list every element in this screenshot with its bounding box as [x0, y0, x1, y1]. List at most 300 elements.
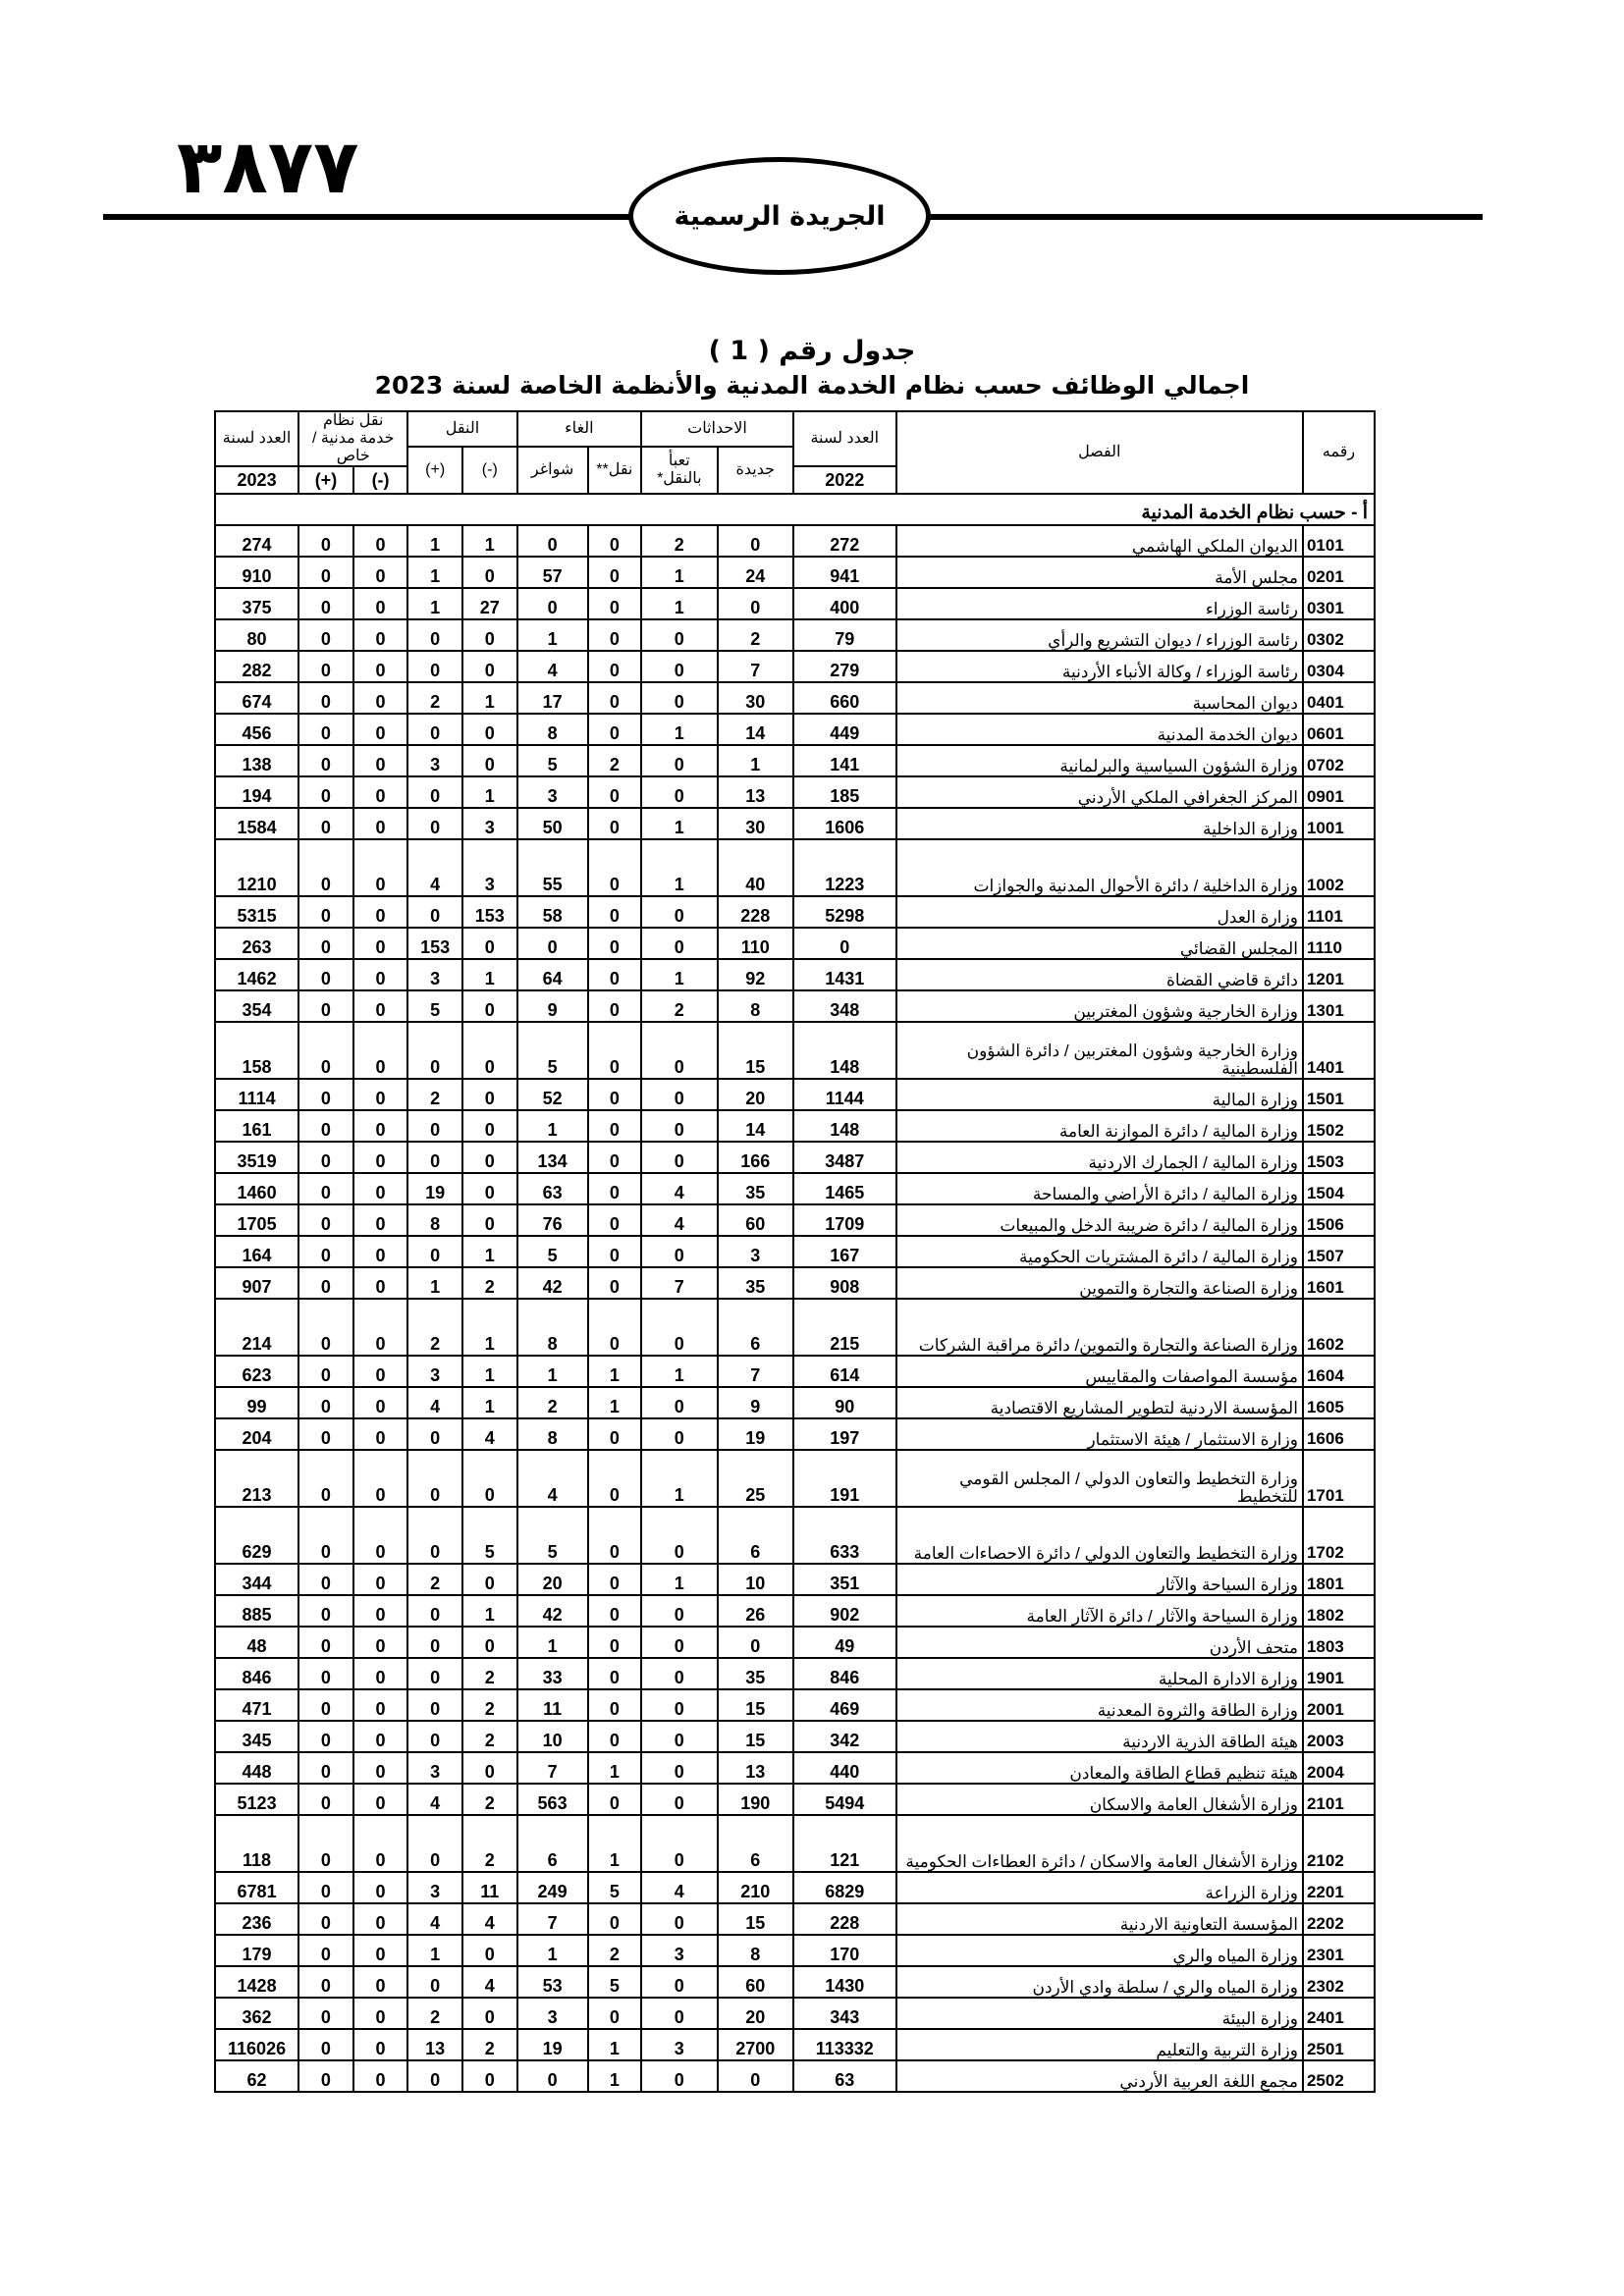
- table-row: [215, 2060, 1375, 2092]
- row-system-minus: 0: [353, 1387, 408, 1418]
- row-count-2022: 342: [793, 1721, 896, 1752]
- row-new: 9: [718, 1387, 793, 1418]
- row-new: 3: [718, 1236, 793, 1267]
- row-transfer-plus: 0: [407, 896, 462, 928]
- row-cancel-vacant: 1: [517, 1110, 588, 1142]
- row-cancel-transfer: 0: [588, 1784, 642, 1815]
- row-cancel-transfer: 5: [588, 1966, 642, 1998]
- row-system-plus: 0: [298, 1267, 353, 1299]
- row-cancel-transfer: 0: [588, 1267, 642, 1299]
- row-fill-by-transfer: 0: [641, 1752, 717, 1784]
- table-row: [215, 1142, 1375, 1173]
- row-count-2022: 400: [793, 588, 896, 619]
- row-new: 92: [718, 959, 793, 990]
- row-transfer-minus: 27: [462, 588, 517, 619]
- row-cancel-transfer: 0: [588, 990, 642, 1022]
- row-cancel-transfer: 0: [588, 1418, 642, 1450]
- row-cancel-transfer: 0: [588, 525, 642, 557]
- row-cancel-vacant: 1: [517, 1627, 588, 1658]
- row-chapter-name: وزارة الصناعة والتجارة والتموين: [896, 1267, 1303, 1299]
- row-chapter-name: وزارة الطاقة والثروة المعدنية: [896, 1689, 1303, 1721]
- row-chapter-name: رئاسة الوزراء: [896, 588, 1303, 619]
- row-system-plus: 0: [298, 1784, 353, 1815]
- row-transfer-plus: 1: [407, 1267, 462, 1299]
- header-transfer-cancel: نقل**: [588, 447, 642, 494]
- row-code: 1401: [1303, 1022, 1375, 1079]
- row-chapter-name: وزارة الأشغال العامة والاسكان: [896, 1784, 1303, 1815]
- row-cancel-vacant: 55: [517, 839, 588, 896]
- row-fill-by-transfer: 3: [641, 2029, 717, 2060]
- row-code: 1604: [1303, 1356, 1375, 1387]
- row-new: 15: [718, 1022, 793, 1079]
- row-system-plus: 0: [298, 1236, 353, 1267]
- row-count-2023: 1462: [215, 959, 298, 990]
- row-cancel-vacant: 1: [517, 1356, 588, 1387]
- row-system-plus: 0: [298, 1022, 353, 1079]
- header-system-transfer: نقل نظام خدمة مدنية / خاص: [298, 411, 407, 466]
- row-fill-by-transfer: 0: [641, 1299, 717, 1356]
- row-transfer-plus: 0: [407, 1450, 462, 1507]
- row-transfer-plus: 2: [407, 1299, 462, 1356]
- row-system-plus: 0: [298, 1966, 353, 1998]
- row-count-2022: 113332: [793, 2029, 896, 2060]
- row-system-plus: 0: [298, 1110, 353, 1142]
- row-transfer-plus: 3: [407, 1872, 462, 1903]
- row-system-minus: 0: [353, 682, 408, 714]
- row-code: 1201: [1303, 959, 1375, 990]
- row-count-2023: 1210: [215, 839, 298, 896]
- table-row: [215, 651, 1375, 682]
- row-system-plus: 0: [298, 1507, 353, 1564]
- row-cancel-transfer: 0: [588, 619, 642, 651]
- row-cancel-vacant: 1: [517, 619, 588, 651]
- row-new: 1: [718, 745, 793, 776]
- row-system-minus: 0: [353, 1450, 408, 1507]
- row-code: 2003: [1303, 1721, 1375, 1752]
- row-code: 1110: [1303, 928, 1375, 959]
- row-transfer-minus: 0: [462, 651, 517, 682]
- row-transfer-plus: 4: [407, 1903, 462, 1935]
- row-fill-by-transfer: 3: [641, 1935, 717, 1966]
- row-cancel-transfer: 0: [588, 839, 642, 896]
- row-count-2023: 204: [215, 1418, 298, 1450]
- row-cancel-transfer: 0: [588, 1903, 642, 1935]
- row-new: 6: [718, 1815, 793, 1872]
- row-transfer-minus: 0: [462, 1752, 517, 1784]
- row-system-plus: 0: [298, 896, 353, 928]
- row-fill-by-transfer: 0: [641, 1721, 717, 1752]
- row-fill-by-transfer: 0: [641, 1236, 717, 1267]
- row-new: 2700: [718, 2029, 793, 2060]
- row-transfer-plus: 0: [407, 1236, 462, 1267]
- row-new: 40: [718, 839, 793, 896]
- row-transfer-minus: 3: [462, 839, 517, 896]
- row-cancel-vacant: 134: [517, 1142, 588, 1173]
- row-system-minus: 0: [353, 588, 408, 619]
- row-chapter-name: وزارة المالية / الجمارك الاردنية: [896, 1142, 1303, 1173]
- row-new: 10: [718, 1564, 793, 1595]
- row-code: 1506: [1303, 1204, 1375, 1236]
- row-system-plus: 0: [298, 1815, 353, 1872]
- row-system-plus: 0: [298, 588, 353, 619]
- row-cancel-vacant: 0: [517, 588, 588, 619]
- row-cancel-vacant: 17: [517, 682, 588, 714]
- row-system-minus: 0: [353, 745, 408, 776]
- header-new: جديدة: [718, 447, 793, 494]
- row-count-2022: 469: [793, 1689, 896, 1721]
- row-count-2022: 660: [793, 682, 896, 714]
- row-new: 14: [718, 714, 793, 745]
- row-transfer-minus: 0: [462, 928, 517, 959]
- row-code: 1801: [1303, 1564, 1375, 1595]
- row-cancel-vacant: 4: [517, 1450, 588, 1507]
- row-code: 1803: [1303, 1627, 1375, 1658]
- row-cancel-transfer: 0: [588, 714, 642, 745]
- row-new: 190: [718, 1784, 793, 1815]
- row-transfer-minus: 11: [462, 1872, 517, 1903]
- row-count-2022: 440: [793, 1752, 896, 1784]
- row-system-plus: 0: [298, 1142, 353, 1173]
- row-system-plus: 0: [298, 1935, 353, 1966]
- table-row: [215, 1872, 1375, 1903]
- row-code: 1606: [1303, 1418, 1375, 1450]
- row-new: 210: [718, 1872, 793, 1903]
- row-system-minus: 0: [353, 1752, 408, 1784]
- table-row: [215, 525, 1375, 557]
- row-count-2022: 49: [793, 1627, 896, 1658]
- row-cancel-transfer: 0: [588, 1450, 642, 1507]
- row-code: 1504: [1303, 1173, 1375, 1204]
- row-code: 2101: [1303, 1784, 1375, 1815]
- table-row: [215, 1299, 1375, 1356]
- row-system-minus: 0: [353, 896, 408, 928]
- row-cancel-transfer: 0: [588, 1721, 642, 1752]
- row-transfer-minus: 0: [462, 557, 517, 588]
- row-transfer-plus: 153: [407, 928, 462, 959]
- row-code: 1502: [1303, 1110, 1375, 1142]
- row-fill-by-transfer: 0: [641, 1966, 717, 1998]
- header-system-plus: (+): [298, 466, 353, 494]
- row-fill-by-transfer: 0: [641, 1903, 717, 1935]
- header-transfer-minus: (-): [462, 447, 517, 494]
- row-transfer-minus: 0: [462, 1173, 517, 1204]
- row-code: 0201: [1303, 557, 1375, 588]
- header-count-next-year: 2023: [215, 466, 298, 494]
- table-row: [215, 1564, 1375, 1595]
- row-transfer-minus: 2: [462, 1689, 517, 1721]
- row-cancel-transfer: 2: [588, 1935, 642, 1966]
- row-transfer-minus: 4: [462, 1418, 517, 1450]
- row-cancel-vacant: 76: [517, 1204, 588, 1236]
- header-cancellation: الغاء: [517, 411, 641, 447]
- row-code: 1702: [1303, 1507, 1375, 1564]
- row-new: 2: [718, 619, 793, 651]
- row-new: 20: [718, 1998, 793, 2029]
- row-new: 13: [718, 776, 793, 808]
- row-fill-by-transfer: 0: [641, 1784, 717, 1815]
- row-count-2023: 116026: [215, 2029, 298, 2060]
- table-row: [215, 682, 1375, 714]
- row-system-minus: 0: [353, 1564, 408, 1595]
- table-row: [215, 1387, 1375, 1418]
- table-row: [215, 619, 1375, 651]
- row-chapter-name: وزارة الزراعة: [896, 1872, 1303, 1903]
- row-transfer-plus: 0: [407, 1022, 462, 1079]
- row-transfer-minus: 1: [462, 1595, 517, 1627]
- row-system-minus: 0: [353, 1236, 408, 1267]
- row-transfer-minus: 0: [462, 714, 517, 745]
- row-new: 25: [718, 1450, 793, 1507]
- row-count-2023: 885: [215, 1595, 298, 1627]
- row-chapter-name: وزارة الادارة المحلية: [896, 1658, 1303, 1689]
- row-chapter-name: وزارة الاستثمار / هيئة الاستثمار: [896, 1418, 1303, 1450]
- row-fill-by-transfer: 1: [641, 959, 717, 990]
- row-cancel-vacant: 8: [517, 714, 588, 745]
- row-count-2023: 1705: [215, 1204, 298, 1236]
- row-count-2022: 185: [793, 776, 896, 808]
- row-chapter-name: رئاسة الوزراء / وكالة الأنباء الأردنية: [896, 651, 1303, 682]
- row-new: 24: [718, 557, 793, 588]
- table-row: [215, 990, 1375, 1022]
- row-transfer-minus: 0: [462, 745, 517, 776]
- row-transfer-plus: 4: [407, 839, 462, 896]
- row-transfer-plus: 0: [407, 1418, 462, 1450]
- jobs-table: [214, 410, 1376, 2093]
- row-count-2023: 194: [215, 776, 298, 808]
- row-chapter-name: وزارة التخطيط والتعاون الدولي / دائرة الاحصاءات العامة: [896, 1507, 1303, 1564]
- header-system-minus: (-): [353, 466, 408, 494]
- row-transfer-minus: 2: [462, 1784, 517, 1815]
- row-count-2022: 343: [793, 1998, 896, 2029]
- row-system-minus: 0: [353, 1110, 408, 1142]
- row-transfer-minus: 1: [462, 525, 517, 557]
- gazette-title-oval: [628, 157, 931, 275]
- row-count-2023: 80: [215, 619, 298, 651]
- row-count-2022: 941: [793, 557, 896, 588]
- row-new: 6: [718, 1507, 793, 1564]
- row-cancel-transfer: 1: [588, 2029, 642, 2060]
- row-cancel-transfer: 0: [588, 928, 642, 959]
- row-code: 1701: [1303, 1450, 1375, 1507]
- row-cancel-transfer: 0: [588, 1173, 642, 1204]
- row-system-minus: 0: [353, 619, 408, 651]
- row-transfer-minus: 0: [462, 1079, 517, 1110]
- row-count-2022: 633: [793, 1507, 896, 1564]
- row-cancel-transfer: 1: [588, 1815, 642, 1872]
- row-code: 1507: [1303, 1236, 1375, 1267]
- row-count-2022: 148: [793, 1022, 896, 1079]
- row-system-minus: 0: [353, 2029, 408, 2060]
- row-count-2022: 170: [793, 1935, 896, 1966]
- row-system-minus: 0: [353, 1627, 408, 1658]
- row-count-2022: 3487: [793, 1142, 896, 1173]
- table-row: [215, 776, 1375, 808]
- row-cancel-vacant: 5: [517, 1507, 588, 1564]
- row-fill-by-transfer: 0: [641, 1142, 717, 1173]
- row-cancel-vacant: 7: [517, 1903, 588, 1935]
- row-code: 1301: [1303, 990, 1375, 1022]
- row-code: 0401: [1303, 682, 1375, 714]
- row-transfer-plus: 0: [407, 808, 462, 839]
- row-fill-by-transfer: 4: [641, 1173, 717, 1204]
- row-chapter-name: هيئة الطاقة الذرية الاردنية: [896, 1721, 1303, 1752]
- row-count-2023: 1460: [215, 1173, 298, 1204]
- table-row: [215, 2029, 1375, 2060]
- row-system-minus: 0: [353, 1721, 408, 1752]
- table-row: [215, 1721, 1375, 1752]
- row-transfer-minus: 2: [462, 1267, 517, 1299]
- row-count-2022: 121: [793, 1815, 896, 1872]
- row-count-2022: 191: [793, 1450, 896, 1507]
- row-cancel-transfer: 0: [588, 651, 642, 682]
- table-row: [215, 1815, 1375, 1872]
- row-new: 0: [718, 2060, 793, 2092]
- row-count-2023: 623: [215, 1356, 298, 1387]
- row-system-plus: 0: [298, 1450, 353, 1507]
- row-transfer-plus: 3: [407, 1752, 462, 1784]
- table-row: [215, 1079, 1375, 1110]
- row-chapter-name: المجلس القضائي: [896, 928, 1303, 959]
- row-system-minus: 0: [353, 557, 408, 588]
- row-count-2023: 344: [215, 1564, 298, 1595]
- row-system-plus: 0: [298, 990, 353, 1022]
- row-count-2022: 351: [793, 1564, 896, 1595]
- row-count-2022: 0: [793, 928, 896, 959]
- row-system-plus: 0: [298, 1903, 353, 1935]
- row-code: 1601: [1303, 1267, 1375, 1299]
- table-row: [215, 1507, 1375, 1564]
- row-cancel-transfer: 0: [588, 1204, 642, 1236]
- row-fill-by-transfer: 1: [641, 557, 717, 588]
- row-count-2023: 138: [215, 745, 298, 776]
- row-new: 15: [718, 1903, 793, 1935]
- section-label: أ - حسب نظام الخدمة المدنية: [215, 494, 1375, 525]
- row-cancel-transfer: 1: [588, 1356, 642, 1387]
- row-transfer-plus: 2: [407, 682, 462, 714]
- row-transfer-minus: 2: [462, 2029, 517, 2060]
- row-system-minus: 0: [353, 1079, 408, 1110]
- row-system-minus: 0: [353, 928, 408, 959]
- row-system-plus: 0: [298, 525, 353, 557]
- row-system-plus: 0: [298, 682, 353, 714]
- row-transfer-plus: 0: [407, 651, 462, 682]
- row-system-minus: 0: [353, 1173, 408, 1204]
- header-transfer-plus: (+): [407, 447, 462, 494]
- row-transfer-plus: 8: [407, 1204, 462, 1236]
- row-transfer-plus: 2: [407, 1079, 462, 1110]
- row-count-2023: 345: [215, 1721, 298, 1752]
- row-new: 35: [718, 1267, 793, 1299]
- row-fill-by-transfer: 0: [641, 1079, 717, 1110]
- row-system-plus: 0: [298, 745, 353, 776]
- row-count-2022: 902: [793, 1595, 896, 1627]
- row-system-minus: 0: [353, 1142, 408, 1173]
- table-row: [215, 1418, 1375, 1450]
- gazette-title: الجريدة الرسمية: [674, 200, 886, 232]
- row-cancel-vacant: 10: [517, 1721, 588, 1752]
- row-count-2022: 614: [793, 1356, 896, 1387]
- row-cancel-vacant: 0: [517, 928, 588, 959]
- row-fill-by-transfer: 1: [641, 588, 717, 619]
- row-cancel-vacant: 42: [517, 1267, 588, 1299]
- row-count-2023: 236: [215, 1903, 298, 1935]
- header-creations: الاحداثات: [641, 411, 793, 447]
- row-new: 19: [718, 1418, 793, 1450]
- row-cancel-vacant: 4: [517, 651, 588, 682]
- row-count-2023: 214: [215, 1299, 298, 1356]
- row-cancel-vacant: 42: [517, 1595, 588, 1627]
- table-row: [215, 557, 1375, 588]
- row-cancel-vacant: 58: [517, 896, 588, 928]
- row-chapter-name: وزارة الأشغال العامة والاسكان / دائرة العطاءات الحكومية: [896, 1815, 1303, 1872]
- row-transfer-minus: 2: [462, 1815, 517, 1872]
- row-system-minus: 0: [353, 1903, 408, 1935]
- row-code: 0901: [1303, 776, 1375, 808]
- row-transfer-minus: 153: [462, 896, 517, 928]
- row-system-minus: 0: [353, 1872, 408, 1903]
- row-cancel-vacant: 33: [517, 1658, 588, 1689]
- table-row: [215, 959, 1375, 990]
- row-cancel-vacant: 9: [517, 990, 588, 1022]
- row-fill-by-transfer: 0: [641, 1595, 717, 1627]
- row-system-plus: 0: [298, 959, 353, 990]
- row-cancel-vacant: 5: [517, 1236, 588, 1267]
- row-cancel-vacant: 52: [517, 1079, 588, 1110]
- row-count-2023: 375: [215, 588, 298, 619]
- table-row: [215, 896, 1375, 928]
- header-count-next: العدد لسنة: [215, 411, 298, 466]
- row-chapter-name: مؤسسة المواصفات والمقاييس: [896, 1356, 1303, 1387]
- row-code: 2301: [1303, 1935, 1375, 1966]
- row-transfer-minus: 4: [462, 1903, 517, 1935]
- row-fill-by-transfer: 4: [641, 1872, 717, 1903]
- row-code: 0301: [1303, 588, 1375, 619]
- row-system-minus: 0: [353, 714, 408, 745]
- row-cancel-vacant: 19: [517, 2029, 588, 2060]
- row-count-2022: 846: [793, 1658, 896, 1689]
- row-transfer-plus: 3: [407, 1356, 462, 1387]
- row-new: 35: [718, 1658, 793, 1689]
- row-system-minus: 0: [353, 808, 408, 839]
- row-chapter-name: وزارة المالية / دائرة المشتريات الحكومية: [896, 1236, 1303, 1267]
- table-title: اجمالي الوظائف حسب نظام الخدمة المدنية والأنظمة الخاصة لسنة 2023: [374, 371, 1250, 400]
- row-system-plus: 0: [298, 1299, 353, 1356]
- row-cancel-vacant: 0: [517, 2060, 588, 2092]
- row-cancel-vacant: 8: [517, 1418, 588, 1450]
- table-row: [215, 714, 1375, 745]
- row-cancel-transfer: 0: [588, 1689, 642, 1721]
- row-cancel-transfer: 0: [588, 1627, 642, 1658]
- row-fill-by-transfer: 1: [641, 839, 717, 896]
- row-count-2023: 362: [215, 1998, 298, 2029]
- row-new: 8: [718, 990, 793, 1022]
- row-fill-by-transfer: 0: [641, 2060, 717, 2092]
- row-count-2023: 5123: [215, 1784, 298, 1815]
- table-row: [215, 1966, 1375, 1998]
- row-transfer-plus: 1: [407, 557, 462, 588]
- row-count-2023: 6781: [215, 1872, 298, 1903]
- row-transfer-plus: 3: [407, 959, 462, 990]
- row-new: 60: [718, 1204, 793, 1236]
- table-row: [215, 1903, 1375, 1935]
- row-cancel-transfer: 0: [588, 1022, 642, 1079]
- row-transfer-plus: 3: [407, 745, 462, 776]
- row-system-minus: 0: [353, 776, 408, 808]
- header-chapter: الفصل: [896, 411, 1303, 494]
- row-transfer-minus: 1: [462, 959, 517, 990]
- table-row: [215, 1267, 1375, 1299]
- row-transfer-minus: 5: [462, 1507, 517, 1564]
